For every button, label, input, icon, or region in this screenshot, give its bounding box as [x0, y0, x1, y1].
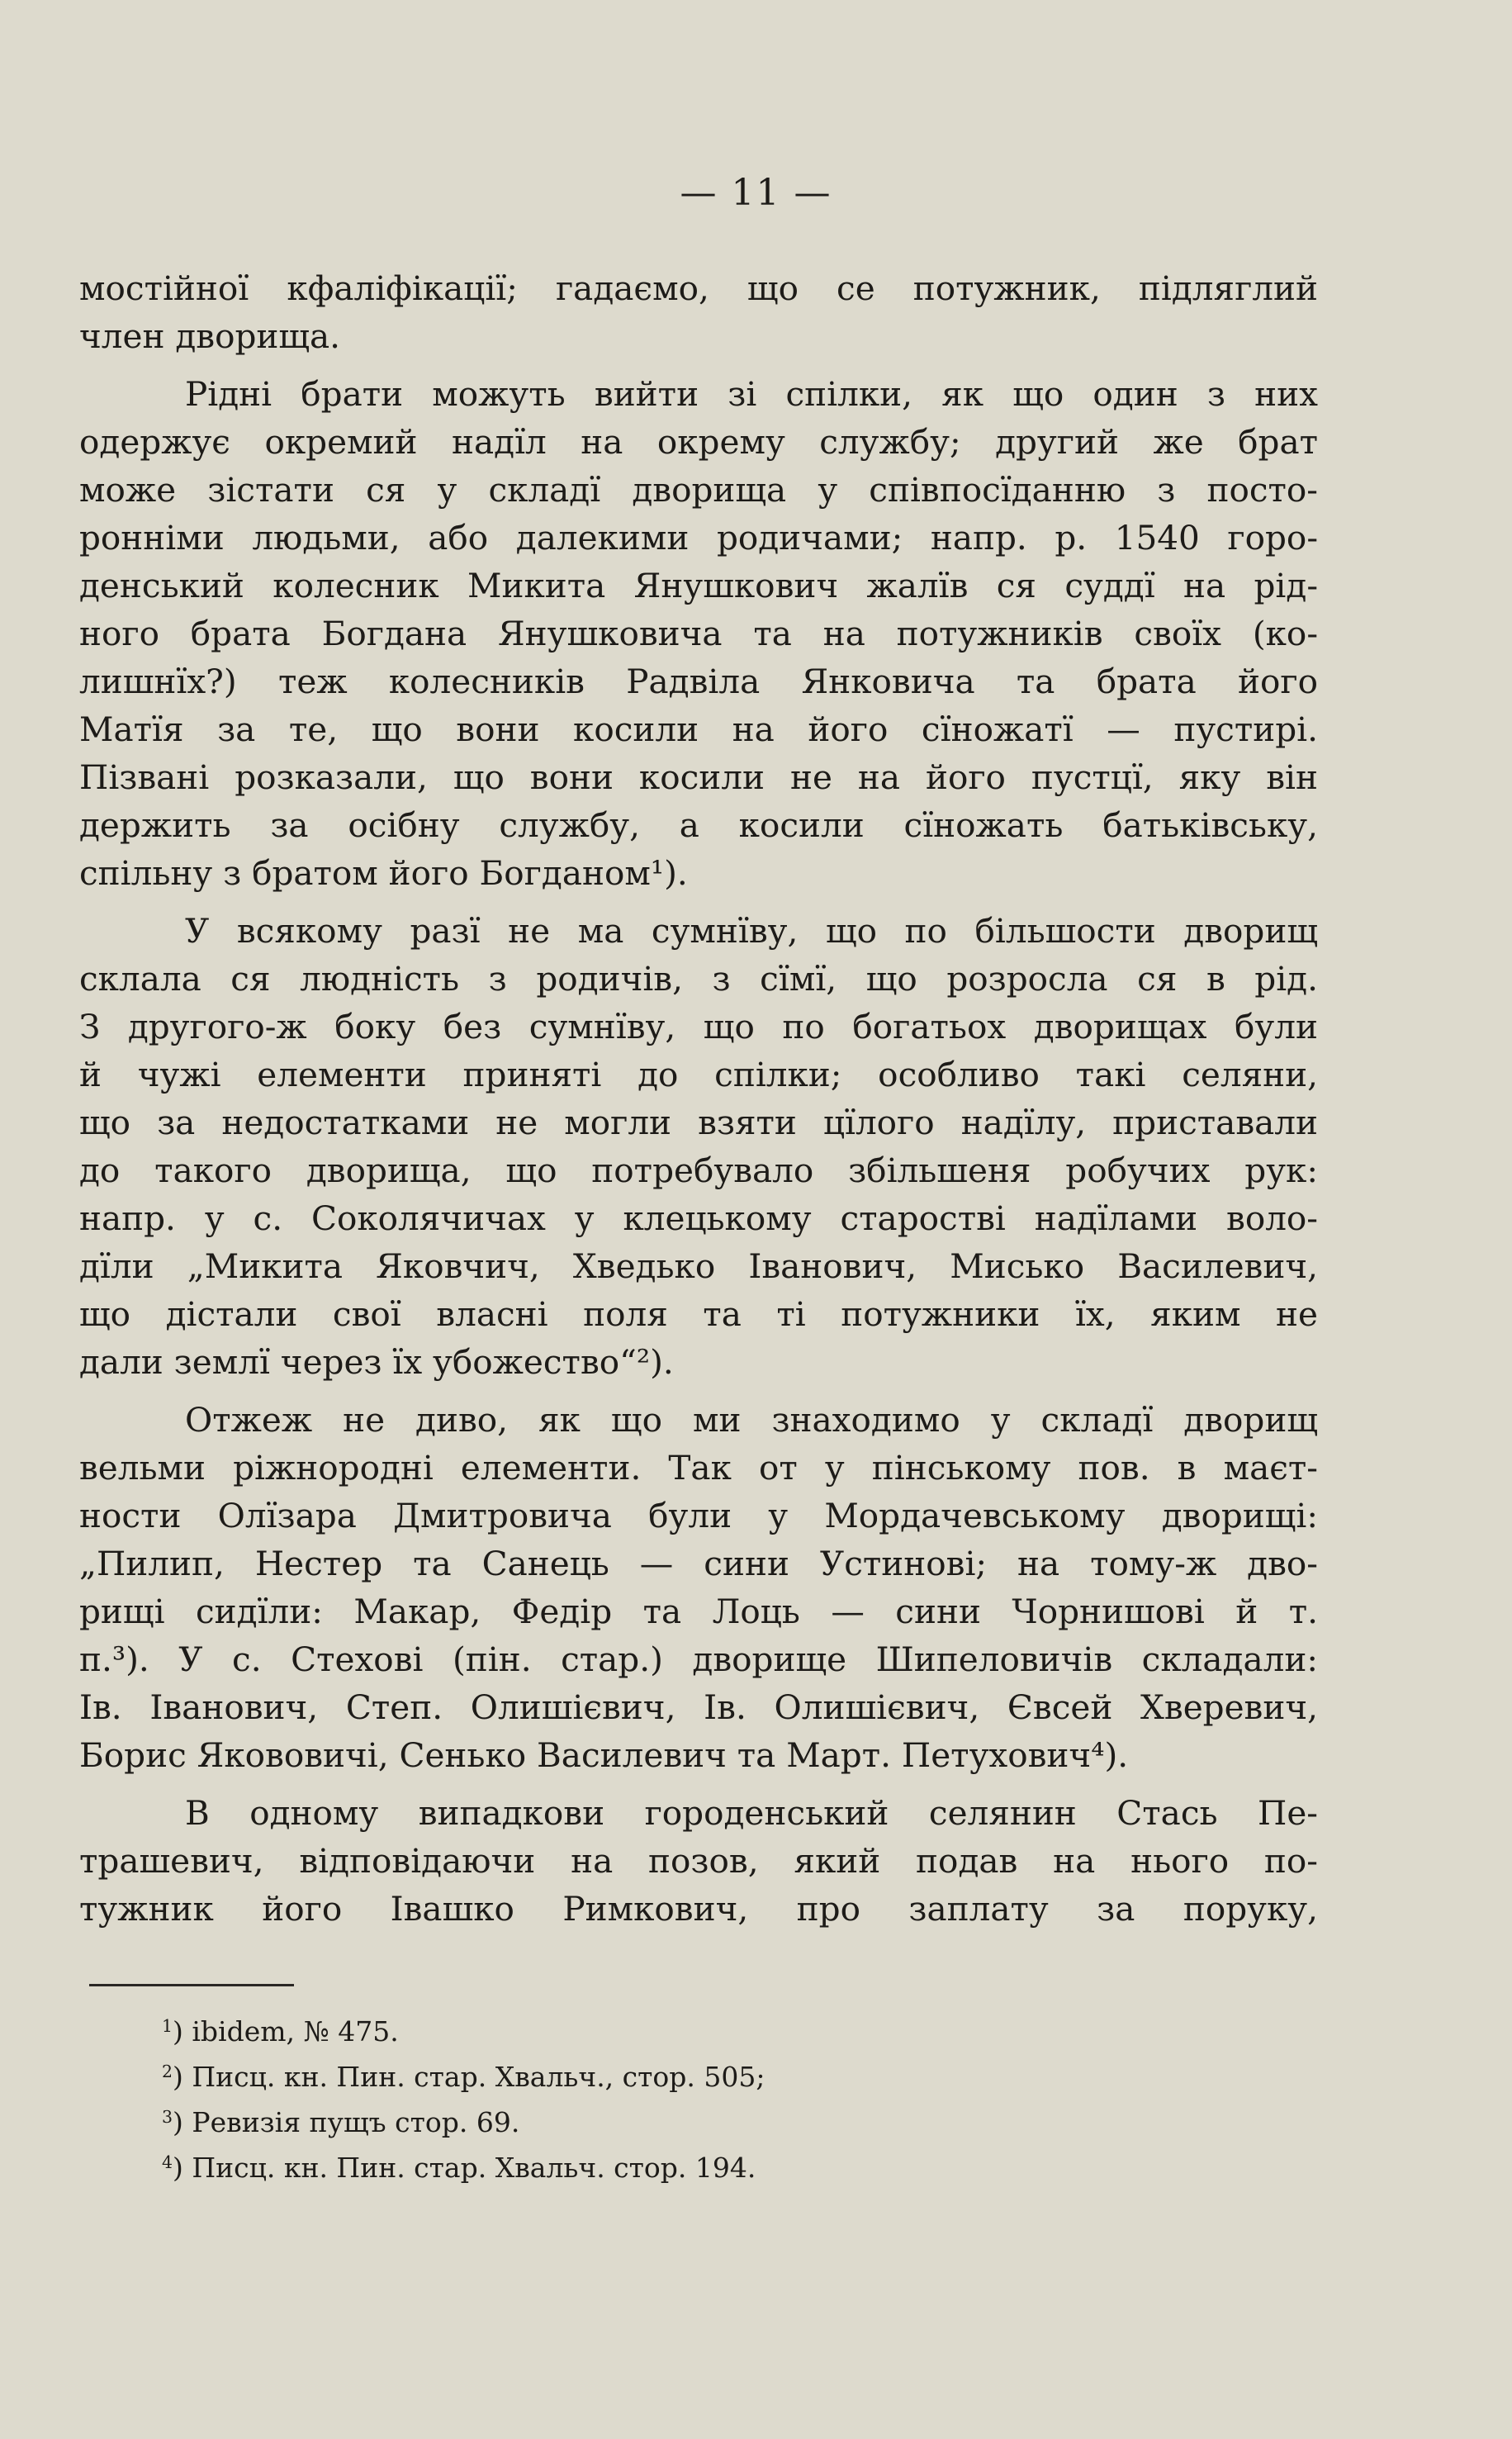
paragraph-3 [79, 907, 1318, 1386]
footnote-text: ) ibidem, № 475. [173, 2015, 399, 2048]
text-line: ронніми людьми, або далекими родичами; напр. р. 1540 горо- [79, 518, 1318, 558]
footnote-mark: 3 [162, 2106, 173, 2127]
text-line: член дворища. [79, 316, 341, 356]
text-line: Пізвані розказали, що вони косили не на його пустцї, яку він [79, 757, 1318, 797]
footnote-separator [89, 1984, 294, 1986]
text-line: що дістали свої власні поля та ті потужники їх, яким не [79, 1294, 1318, 1334]
text-line: тужник його Івашко Римкович, про заплату за поруку, [79, 1889, 1318, 1929]
paragraph-1 [79, 264, 1318, 360]
text-line: що за недостатками не могли взяти цїлого надїлу, приставали [79, 1103, 1318, 1142]
text-line: ности Олїзара Дмитровича були у Мордачевському дворищі: [79, 1496, 1318, 1535]
footnotes [162, 2009, 765, 2190]
footnote-text: ) Писц. кн. Пин. стар. Хвальч., стор. 505; [173, 2061, 765, 2093]
text-line: денський колесник Микита Янушкович жалїв ся суддї на рід- [79, 566, 1318, 605]
text-line: дїли „Микита Яковчич, Хведько Іванович, Мисько Василевич, [79, 1246, 1318, 1286]
text-line: Борис Якововичі, Сенько Василевич та Март. Петухович⁴). [79, 1735, 1129, 1775]
text-line: З другого-ж боку без сумнїву, що по богатьох дворищах були [79, 1007, 1318, 1046]
text-line: „Пилип, Нестер та Санець — сини Устинові; на тому-ж дво- [79, 1544, 1318, 1583]
text-line: напр. у с. Соколячичах у клецькому старостві надїлами воло- [79, 1198, 1318, 1238]
paragraph-5 [79, 1789, 1318, 1933]
footnote-text: ) Ревизія пущъ стор. 69. [173, 2106, 520, 2138]
text-line: держить за осібну службу, а косили сїножать батьківську, [79, 805, 1318, 845]
footnote [162, 2145, 765, 2190]
text-line: до такого дворища, що потребувало збільшеня робучих рук: [79, 1151, 1318, 1190]
text-line: У всякому разї не ма сумнїву, що по більшости дворищ [185, 911, 1318, 951]
footnote [162, 2054, 765, 2100]
text-line: спільну з братом його Богданом¹). [79, 853, 688, 893]
body-text [79, 264, 1318, 1943]
text-line: В одному випадкови городенський селянин Стась Пе- [185, 1793, 1318, 1833]
text-line: одержує окремий надїл на окрему службу; другий же брат [79, 422, 1318, 462]
text-line: Рідні брати можуть вийти зі спілки, як що один з них [185, 374, 1318, 414]
footnote [162, 2009, 765, 2054]
text-line: вельми ріжнородні елементи. Так от у пінському пов. в маєт- [79, 1448, 1318, 1488]
footnote-mark: 4 [162, 2152, 173, 2172]
text-line: Ів. Іванович, Степ. Олишієвич, Ів. Олишієвич, Євсей Хверевич, [79, 1687, 1318, 1727]
text-line: лишнїх?) теж колесників Радвіла Янковича та брата його [79, 662, 1318, 701]
paragraph-4 [79, 1396, 1318, 1779]
footnote [162, 2100, 765, 2145]
text-line: склала ся людність з родичів, з сїмї, що розросла ся в рід. [79, 959, 1318, 999]
footnote-mark: 1 [162, 2015, 173, 2036]
page-number: — 11 — [680, 172, 832, 214]
paragraph-2 [79, 370, 1318, 897]
text-line: п.³). У с. Стехові (пін. стар.) дворище Шипеловичів складали: [79, 1639, 1318, 1679]
text-line: дали землї через їх убожество“²). [79, 1342, 674, 1382]
text-line: може зістати ся у складї дворища у співпосїданню з посто- [79, 470, 1318, 510]
text-line: ного брата Богдана Янушковича та на потужників своїх (ко- [79, 614, 1318, 653]
text-line: Отжеж не диво, як що ми знаходимо у складї дворищ [185, 1400, 1318, 1440]
text-line: рищі сидїли: Макар, Федір та Лоць — сини Чорнишові й т. [79, 1592, 1318, 1631]
text-line: Матїя за те, що вони косили на його сїножатї — пустирі. [79, 709, 1318, 749]
footnote-mark: 2 [162, 2061, 173, 2081]
text-line: мостійної кфаліфікації; гадаємо, що се потужник, підляглий [79, 268, 1318, 308]
text-line: й чужі елементи приняті до спілки; особливо такі селяни, [79, 1055, 1318, 1094]
footnote-text: ) Писц. кн. Пин. стар. Хвальч. стор. 194. [173, 2152, 756, 2184]
text-line: трашевич, відповідаючи на позов, який подав на нього по- [79, 1841, 1318, 1881]
